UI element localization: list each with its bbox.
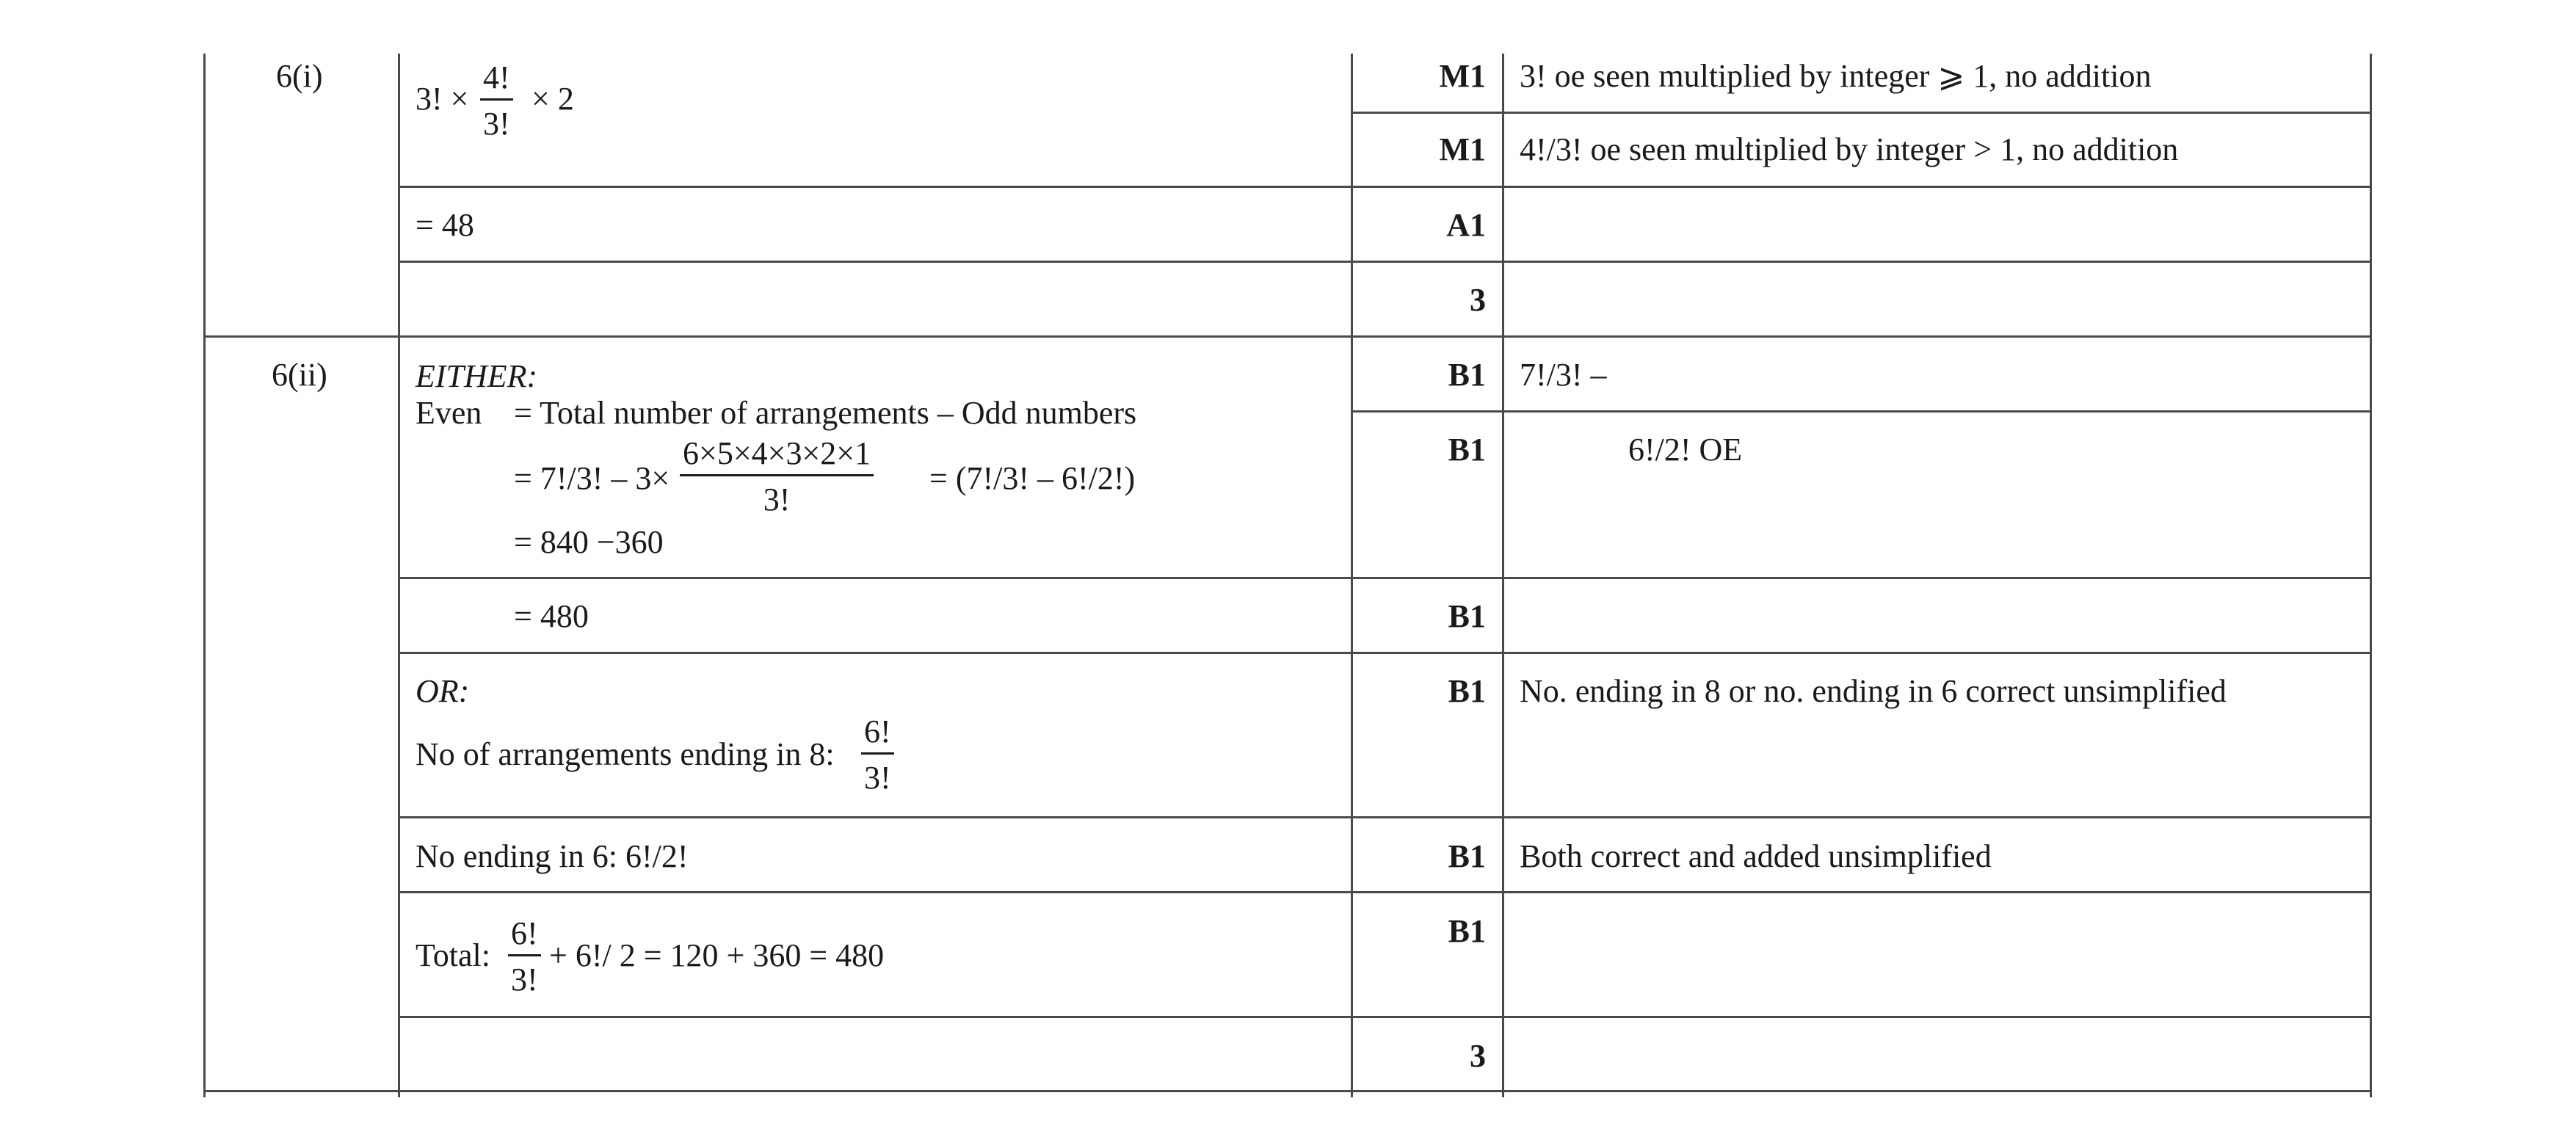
fraction [680,437,874,516]
mark-code: B1 [1448,432,1486,468]
guidance-text: 3! oe seen multiplied by integer ⩾ 1, no addition [1520,58,2152,94]
mark-code: B1 [1448,357,1486,393]
working-text: = 480 [514,598,589,634]
mark-code: B1 [1448,673,1486,709]
mark-code: A1 [1446,207,1486,243]
mark-code: M1 [1439,58,1486,94]
working-text: 3! × [416,81,469,117]
section-divider [203,335,2372,338]
col-border-marks [1502,54,1504,1097]
table-bottom-border [203,1090,2372,1092]
fraction-numerator: 6! [511,915,538,951]
fraction-denominator: 3! [864,760,891,796]
working-text: = Total number of arrangements – Odd numbers [514,395,1137,431]
guidance-text: 4!/3! oe seen multiplied by integer > 1, no addition [1520,131,2179,167]
working-text: = (7!/3! – 6!/2!) [929,460,1136,496]
row-divider [1351,112,2372,114]
fraction [861,713,894,796]
working-text: = 7!/3! – 3× [514,460,670,496]
guidance-text: 6!/2! OE [1628,432,1743,468]
mark-code: B1 [1448,598,1486,634]
row-divider [398,261,2372,263]
working-text: No ending in 6: 6!/2! [416,838,689,874]
fraction-bar [508,954,541,956]
row-divider [398,652,2372,654]
fraction-denominator: 3! [483,106,510,142]
fraction-bar [861,752,894,755]
total-mark: 3 [1470,282,1486,318]
row-divider [398,186,2372,188]
row-divider [398,577,2372,579]
col-border-left [203,54,206,1097]
fraction-bar [480,98,513,101]
guidance-text: 7!/3! – [1520,357,1607,393]
or-label: OR: [416,673,470,709]
mark-code: M1 [1439,131,1486,167]
row-divider [1351,410,2372,413]
working-text: = 48 [416,207,474,243]
fraction-numerator: 6! [864,713,891,749]
fraction [508,915,541,998]
fraction-numerator: 4! [483,59,510,95]
col-border-working [1351,54,1353,1097]
row-divider [398,891,2372,893]
total-mark: 3 [1470,1038,1486,1074]
fraction [480,59,513,142]
fraction-denominator: 3! [511,962,538,998]
row-divider [398,816,2372,818]
working-text: + 6!/ 2 = 120 + 360 = 480 [549,937,885,973]
mark-code: B1 [1448,913,1486,949]
working-text: = 840 −360 [514,524,664,560]
fraction-numerator: 6×5×4×3×2×1 [683,435,871,471]
working-text: Even [416,395,482,431]
col-border-right [2370,54,2372,1097]
col-border-question [398,54,400,1097]
guidance-text: Both correct and added unsimplified [1520,838,1992,874]
working-text: Total: [416,937,491,973]
working-text: No of arrangements ending in 8: [416,736,835,772]
guidance-text: No. ending in 8 or no. ending in 6 correct unsimplified [1520,673,2227,709]
working-text: × 2 [531,81,574,117]
row-divider [398,1016,2372,1018]
either-label: EITHER: [416,358,538,394]
mark-code: B1 [1448,838,1486,874]
question-number: 6(i) [276,58,323,94]
question-number: 6(ii) [272,357,327,393]
fraction-denominator: 3! [763,482,791,517]
fraction-bar [680,474,874,476]
